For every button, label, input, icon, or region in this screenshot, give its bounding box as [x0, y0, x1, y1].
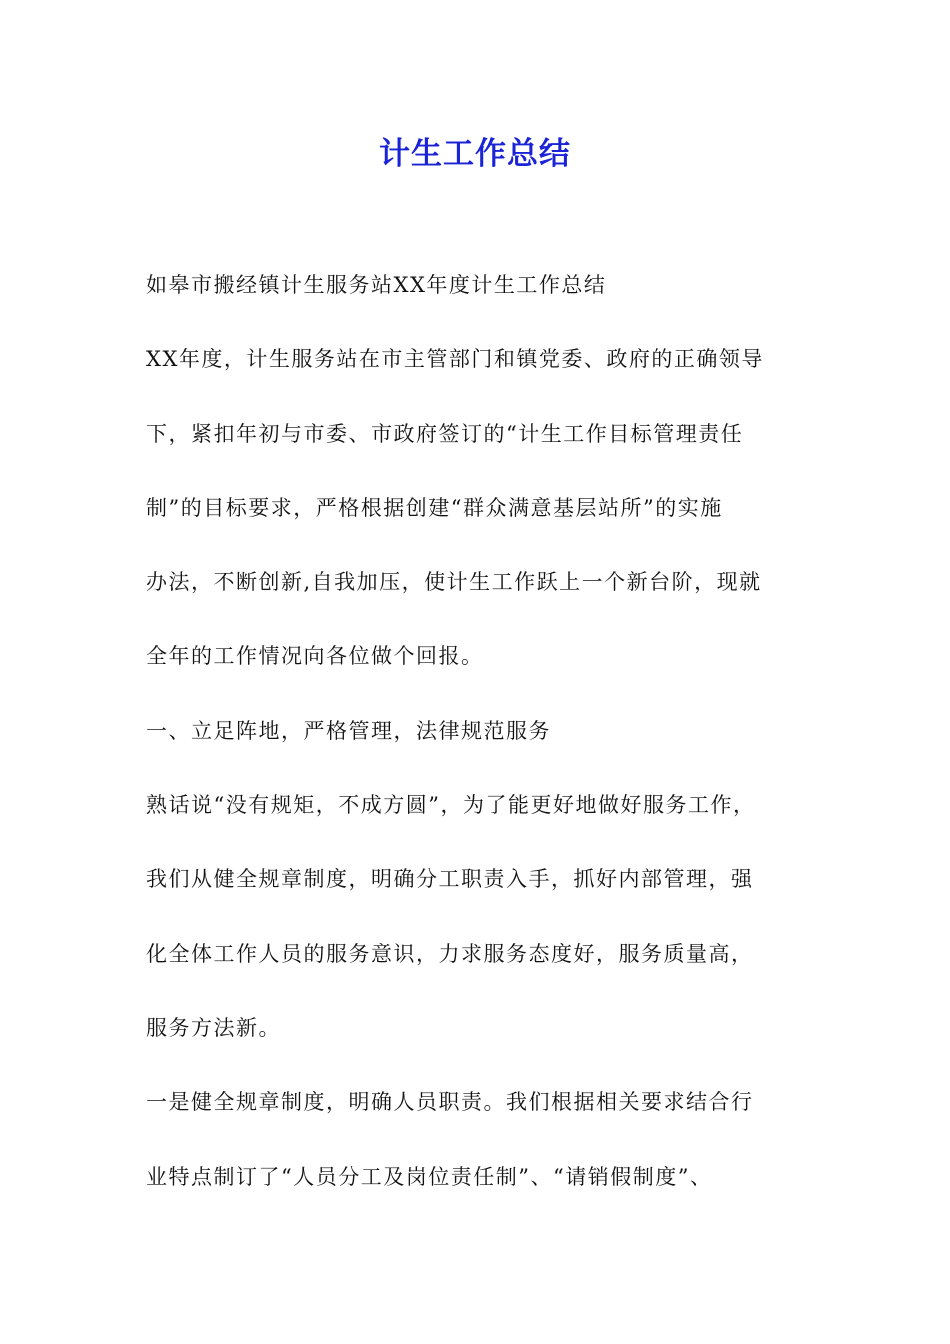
body-line: 制”的目标要求，严格根据创建“群众满意基层站所”的实施 — [146, 495, 723, 520]
section-heading: 一、立足阵地，严格管理，法律规范服务 — [146, 718, 551, 743]
document-body — [146, 266, 836, 1232]
body-line: 我们从健全规章制度，明确分工职责入手，抓好内部管理，强 — [146, 867, 754, 892]
body-line: 化全体工作人员的服务意识，力求服务态度好，服务质量高， — [146, 941, 754, 966]
body-line: XX年度，计生服务站在市主管部门和镇党委、政府的正确领导 — [146, 347, 764, 372]
body-line: 办法，不断创新,自我加压，使计生工作跃上一个新台阶，现就 — [146, 570, 762, 595]
body-line: 熟话说“没有规矩，不成方圆”，为了能更好地做好服务工作， — [146, 793, 756, 818]
body-line: 服务方法新。 — [146, 1015, 281, 1040]
body-line: 下，紧扣年初与市委、市政府签订的“计生工作目标管理责任 — [146, 421, 744, 446]
body-line: 如皋市搬经镇计生服务站XX年度计生工作总结 — [146, 273, 607, 297]
body-line: 全年的工作情况向各位做个回报。 — [146, 644, 484, 669]
body-line: 业特点制订了“人员分工及岗位责任制”、“请销假制度”、 — [146, 1164, 713, 1189]
document-title: 计生工作总结 — [379, 136, 571, 172]
body-line: 一是健全规章制度，明确人员职责。我们根据相关要求结合行 — [146, 1090, 754, 1115]
